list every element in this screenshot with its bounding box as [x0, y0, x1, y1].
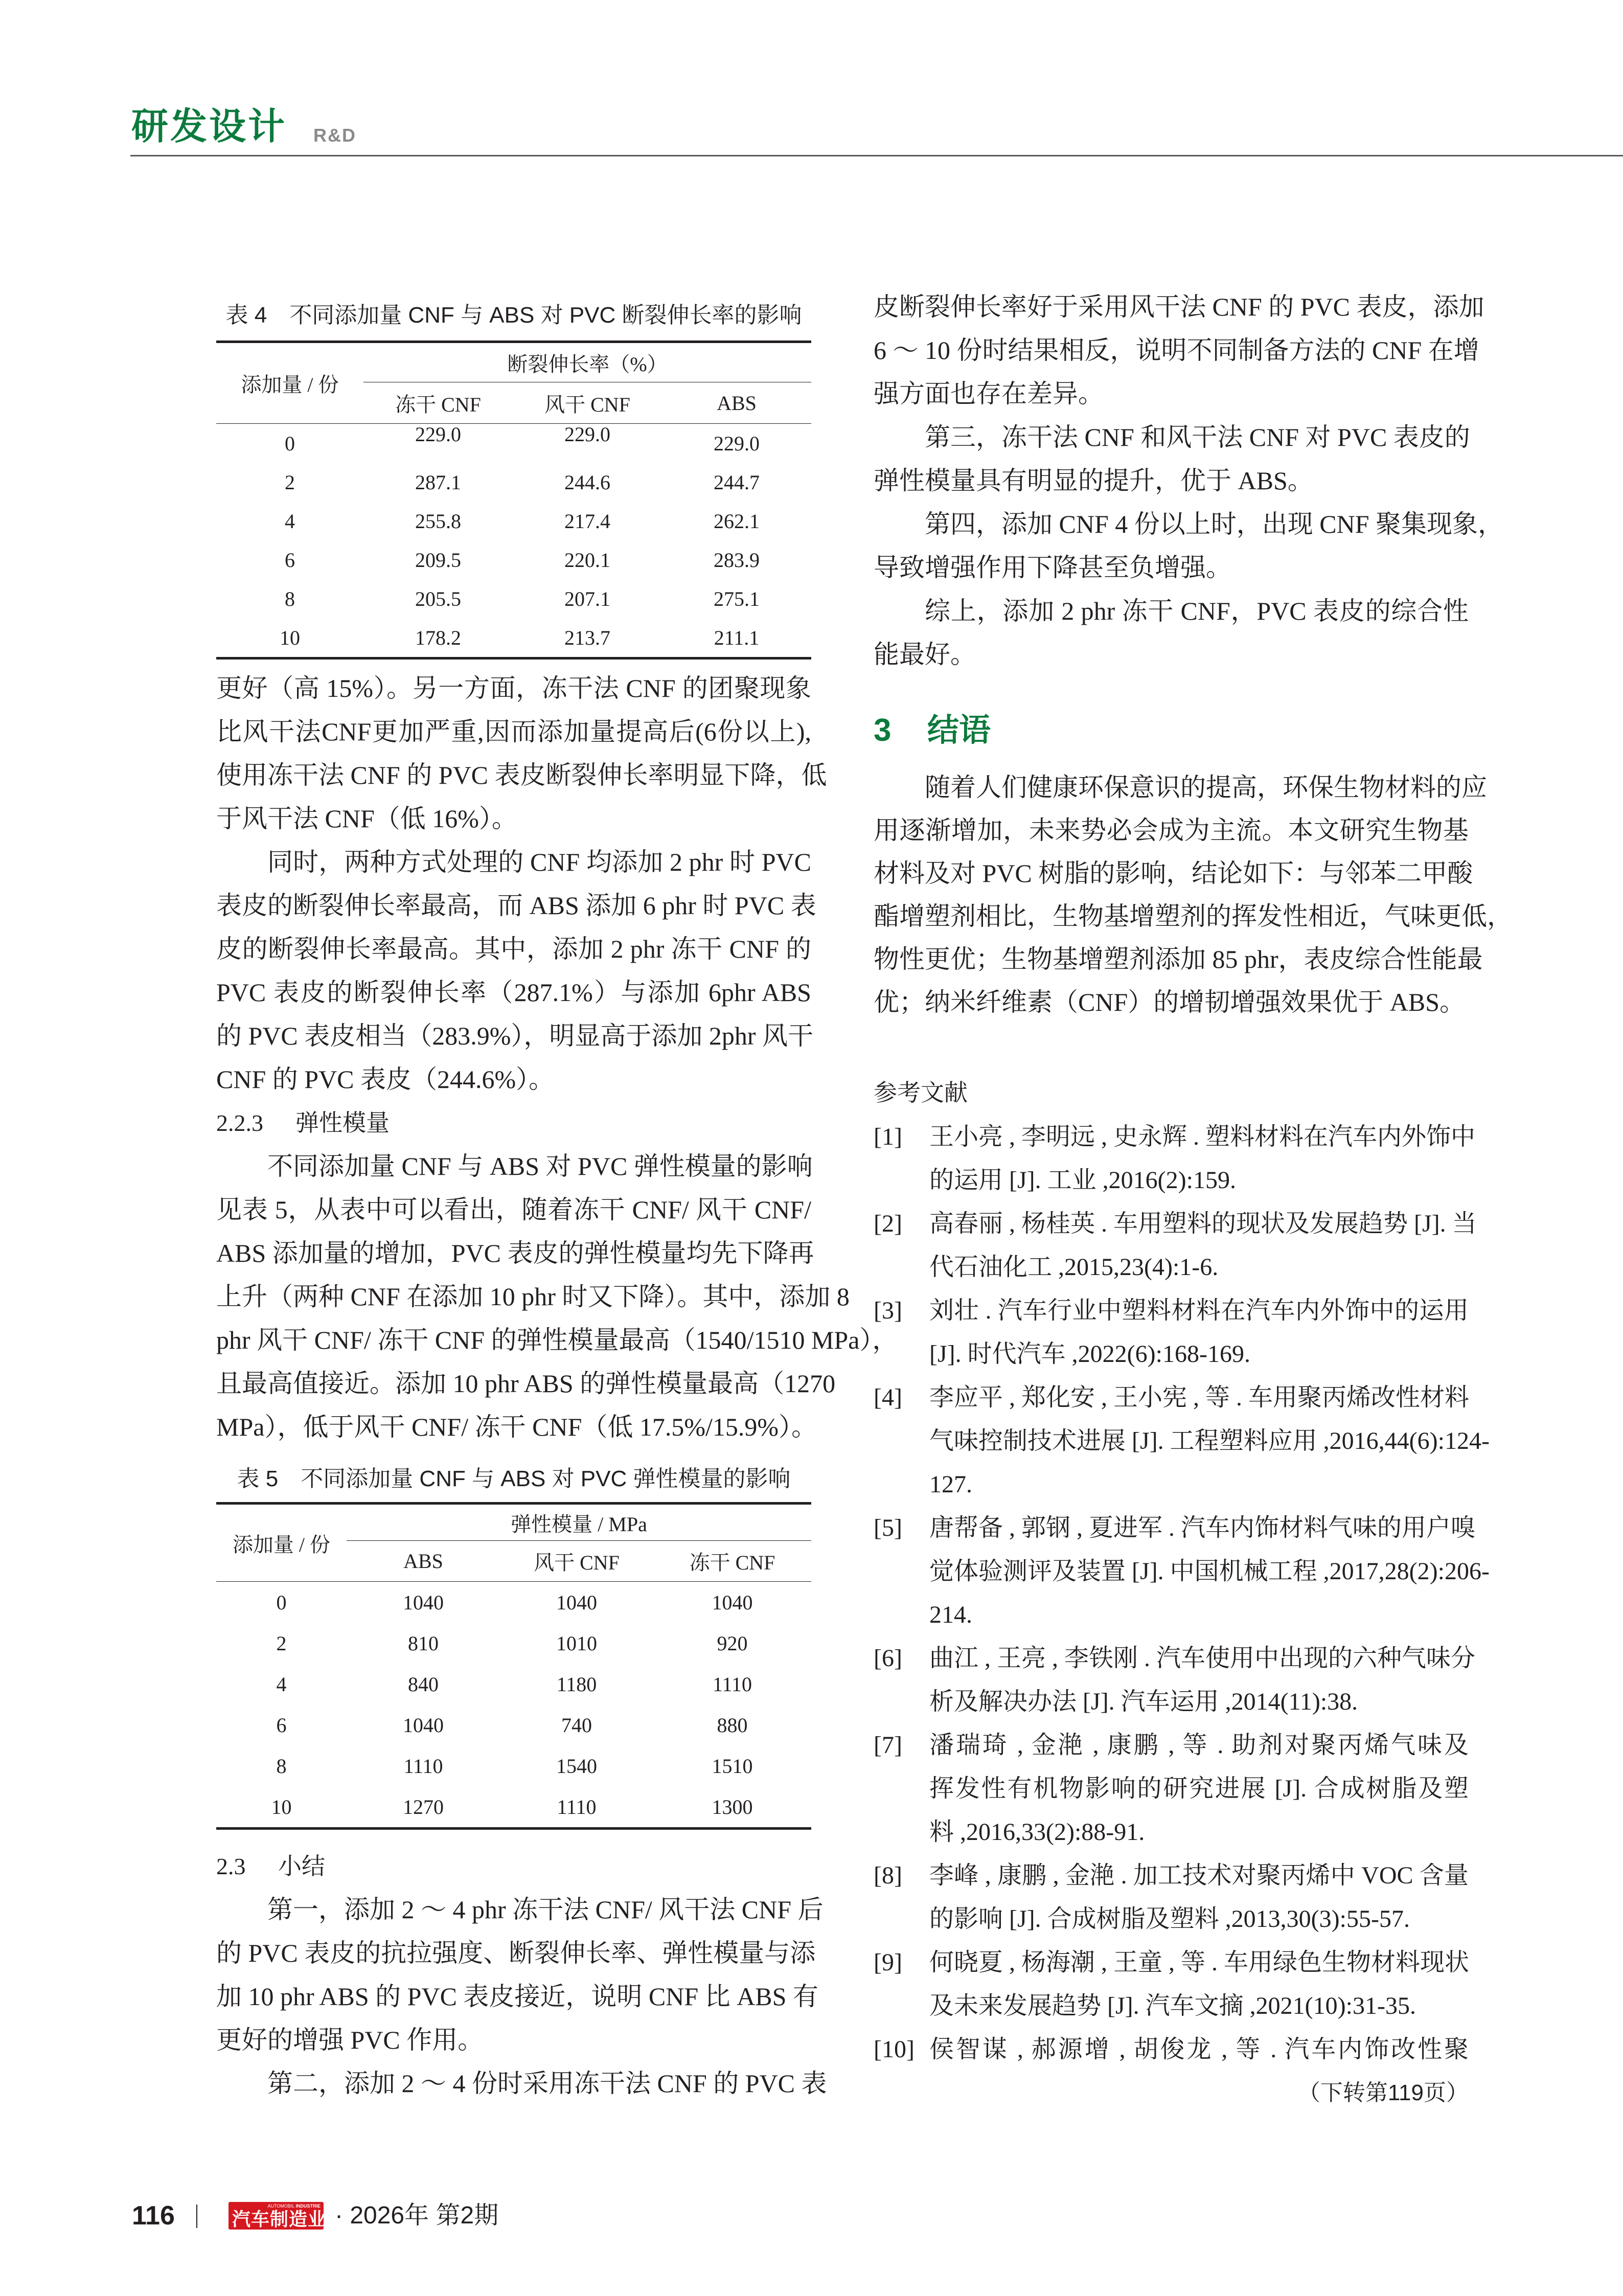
body-text-line: 见表 5，从表中可以看出，随着冻干 CNF/ 风干 CNF/: [216, 1195, 811, 1224]
body-text-line: 皮的断裂伸长率最高。其中，添加 2 phr 冻干 CNF 的: [216, 935, 811, 963]
reference-line: 的运用 [J]. 工业 ,2016(2):159.: [929, 1167, 1236, 1194]
table-4-group-header: 断裂伸长率（%）: [363, 342, 811, 382]
body-text-line: 能最好。: [874, 640, 976, 669]
section-title: 研发设计: [131, 106, 287, 147]
body-text-line: 于风干法 CNF（低 16%）。: [216, 804, 517, 833]
table-5-column-header: 冻干 CNF: [653, 1541, 811, 1582]
table-5-row-header: 添加量 / 份: [216, 1504, 347, 1582]
table-row: [216, 424, 811, 463]
table-row: [216, 1664, 811, 1704]
subsection-number: 2.3: [216, 1853, 246, 1879]
table-cell: 740: [561, 1713, 592, 1737]
table-cell: 178.2: [415, 626, 461, 649]
table-cell-amount: 0: [276, 1590, 287, 1614]
table-4-row-header: 添加量 / 份: [216, 342, 363, 424]
reference-item: [874, 1115, 1476, 1202]
table-cell: 207.1: [564, 587, 610, 610]
subsection-heading-2-3: [216, 1845, 811, 1888]
table-4-column-header: 冻干 CNF: [363, 382, 513, 424]
reference-line: 高春丽 , 杨桂英 . 车用塑料的现状及发展趋势 [J]. 当: [929, 1210, 1477, 1237]
logo-english-bold: INDUSTRIE: [295, 2203, 321, 2209]
body-text-line: MPa），低于风干 CNF/ 冻干 CNF（低 17.5%/15.9%）。: [216, 1413, 817, 1441]
right-text-block-1: [874, 285, 1504, 676]
reference-item: [874, 2028, 1469, 2071]
reference-line: 李峰 , 康鹏 , 金滟 . 加工技术对聚丙烯中 VOC 含量: [929, 1862, 1469, 1889]
body-text-line: 加 10 phr ABS 的 PVC 表皮接近，说明 CNF 比 ABS 有: [216, 1982, 818, 2011]
body-text-line: ABS 添加量的增加，PVC 表皮的弹性模量均先下降再: [216, 1239, 814, 1267]
table-5-grid: [216, 1502, 811, 1830]
continued-note: （下转第119页）: [1297, 2080, 1469, 2105]
table-cell-amount: 4: [276, 1672, 287, 1696]
body-text-line: 同时，两种方式处理的 CNF 均添加 2 phr 时 PVC: [267, 848, 811, 876]
body-text-line: 弹性模量具有明显的提升，优于 ABS。: [874, 466, 1313, 495]
body-text-line: 皮断裂伸长率好于采用风干法 CNF 的 PVC 表皮，添加: [874, 292, 1484, 321]
body-text-line: 不同添加量 CNF 与 ABS 对 PVC 弹性模量的影响: [267, 1152, 813, 1180]
reference-line: 及未来发展趋势 [J]. 汽车文摘 ,2021(10):31-35.: [929, 1992, 1416, 2019]
table-cell: 244.7: [714, 470, 760, 494]
table-cell-value: 229.0: [564, 422, 610, 446]
reference-item: [874, 1289, 1469, 1376]
subsection-heading-2-2-3: [216, 1101, 811, 1145]
table-cell-value: 229.0: [415, 422, 461, 446]
page-number: 116: [132, 2201, 175, 2231]
table-row: [216, 463, 811, 502]
issue-info: · 2026年 第2期: [335, 2202, 499, 2229]
body-text-line: phr 风干 CNF/ 冻干 CNF 的弹性模量最高（1540/1510 MPa），: [216, 1326, 898, 1354]
body-text-line: 用逐渐增加，未来势必会成为主流。本文研究生物基: [874, 816, 1469, 845]
table-cell: 1040: [403, 1590, 444, 1614]
table-row: [216, 1704, 811, 1745]
table-cell: 205.5: [415, 587, 461, 610]
table-cell: 275.1: [714, 587, 760, 610]
reference-line: 王小亮 , 李明远 , 史永辉 . 塑料材料在汽车内外饰中: [929, 1123, 1476, 1150]
section-heading-3: [874, 710, 1469, 751]
table-4-column-header: 风干 CNF: [513, 382, 662, 424]
reference-number: [1]: [874, 1123, 902, 1150]
body-text-line: 使用冻干法 CNF 的 PVC 表皮断裂伸长率明显下降，低: [216, 761, 827, 789]
table-cell: 810: [408, 1631, 439, 1655]
table-row: [216, 1745, 811, 1786]
reference-number: [4]: [874, 1384, 902, 1411]
table-5-column-header: 风干 CNF: [500, 1541, 653, 1582]
table-cell-amount: 10: [271, 1795, 292, 1818]
references-title: 参考文献: [874, 1079, 968, 1106]
subsection-number: 2.2.3: [216, 1110, 263, 1136]
subsection-title: 弹性模量: [295, 1110, 390, 1136]
reference-item: [874, 1376, 1490, 1506]
body-text-line: 物性更优；生物基增塑剂添加 85 phr，表皮综合性能最: [874, 945, 1483, 973]
reference-number: [9]: [874, 1949, 902, 1976]
table-cell: 920: [717, 1631, 748, 1655]
table-cell: 1110: [403, 1754, 443, 1778]
reference-item: [874, 1941, 1469, 2028]
reference-line: 刘壮 . 汽车行业中塑料材料在汽车内外饰中的运用: [929, 1297, 1469, 1324]
body-text-line: 第一，添加 2 ～ 4 phr 冻干法 CNF/ 风干法 CNF 后: [267, 1895, 824, 1924]
reference-line: [J]. 时代汽车 ,2022(6):168-169.: [929, 1340, 1250, 1368]
table-cell: 283.9: [714, 548, 760, 572]
reference-number: [2]: [874, 1210, 902, 1237]
table-4-caption: 表 4 不同添加量 CNF 与 ABS 对 PVC 断裂伸长率的影响: [225, 303, 802, 328]
reference-number: [7]: [874, 1732, 902, 1759]
body-text-line: 的 PVC 表皮的抗拉强度、断裂伸长率、弹性模量与添: [216, 1939, 816, 1967]
table-cell: 213.7: [564, 626, 610, 649]
reference-item: [874, 1636, 1476, 1723]
table-5-caption: 表 5 不同添加量 CNF 与 ABS 对 PVC 弹性模量的影响: [237, 1466, 791, 1491]
reference-line: 潘瑞琦 , 金滟 , 康鹏 , 等 . 助剂对聚丙烯气味及: [929, 1732, 1469, 1759]
reference-item: [874, 1506, 1490, 1636]
table-cell: 220.1: [564, 548, 610, 572]
reference-item: [874, 1723, 1469, 1854]
right-text-block-2: [874, 766, 1513, 1024]
reference-number: [8]: [874, 1862, 902, 1889]
reference-item: [874, 1854, 1469, 1941]
table-cell: 255.8: [415, 509, 461, 533]
table-cell-amount: 6: [276, 1713, 287, 1737]
table-cell: 1110: [712, 1672, 752, 1696]
table-row: [216, 1582, 811, 1623]
body-text-line: 更好（高 15%）。另一方面，冻干法 CNF 的团聚现象: [216, 674, 811, 702]
table-row: [216, 618, 811, 658]
reference-number: [5]: [874, 1514, 902, 1541]
header-divider: [130, 155, 1623, 156]
table-row: [216, 540, 811, 579]
magazine-logo: [228, 2202, 327, 2230]
body-text-line: 导致增强作用下降甚至负增强。: [874, 553, 1231, 582]
references-list: [874, 1115, 1490, 2115]
table-cell: 1180: [556, 1672, 597, 1696]
table-cell: 211.1: [714, 626, 760, 649]
reference-line: 气味控制技术进展 [J]. 工程塑料应用 ,2016,44(6):124-: [929, 1427, 1490, 1454]
table-cell: 1040: [556, 1590, 597, 1614]
table-cell: 1040: [403, 1713, 444, 1737]
table-cell-amount: 6: [285, 548, 295, 572]
table-cell: 1270: [403, 1795, 444, 1818]
table-row: [216, 1623, 811, 1664]
table-5-column-header: ABS: [347, 1541, 500, 1582]
table-cell: 1010: [556, 1631, 597, 1655]
body-text-line: 上升（两种 CNF 在添加 10 phr 时又下降）。其中，添加 8: [216, 1282, 850, 1311]
table-cell: 287.1: [415, 470, 461, 494]
table-row: [216, 1786, 811, 1829]
table-cell-amount: 4: [285, 509, 295, 533]
reference-line: 李应平 , 郑化安 , 王小宪 , 等 . 车用聚丙烯改性材料: [929, 1384, 1470, 1411]
table-cell: 1300: [712, 1795, 753, 1818]
table-cell: 244.6: [564, 470, 610, 494]
table-cell: [513, 424, 662, 463]
reference-number: [3]: [874, 1297, 902, 1324]
table-cell-amount: 2: [285, 470, 295, 494]
table-cell-amount: 10: [280, 626, 300, 649]
reference-line: 的影响 [J]. 合成树脂及塑料 ,2013,30(3):55-57.: [929, 1905, 1410, 1933]
table-5: [216, 1502, 811, 1830]
body-text-line: 材料及对 PVC 树脂的影响，结论如下：与邻苯二甲酸: [874, 859, 1473, 888]
left-text-block-1: [216, 667, 898, 1449]
table-cell: 229.0: [714, 431, 760, 455]
reference-line: 127.: [929, 1471, 972, 1498]
table-cell-amount: 8: [276, 1754, 287, 1778]
section-title: 结语: [927, 713, 991, 748]
body-text-line: 优；纳米纤维素（CNF）的增韧增强效果优于 ABS。: [874, 988, 1466, 1016]
table-cell: 217.4: [564, 509, 610, 533]
body-text-line: PVC 表皮的断裂伸长率（287.1%）与添加 6phr ABS: [216, 978, 811, 1007]
table-cell: 1110: [557, 1795, 597, 1818]
table-cell-amount: 2: [276, 1631, 287, 1655]
table-4-column-header: ABS: [662, 382, 811, 424]
body-text-line: 表皮的断裂伸长率最高，而 ABS 添加 6 phr 时 PVC 表: [216, 891, 816, 920]
left-text-block-2: [216, 1845, 827, 2105]
reference-number: [10]: [874, 2036, 915, 2063]
table-cell: 840: [408, 1672, 439, 1696]
body-text-line: 第二，添加 2 ～ 4 份时采用冻干法 CNF 的 PVC 表: [267, 2069, 827, 2098]
body-text-line: 综上，添加 2 phr 冻干 CNF，PVC 表皮的综合性: [925, 597, 1469, 625]
table-4: [216, 340, 811, 660]
body-text-line: CNF 的 PVC 表皮（244.6%）。: [216, 1065, 555, 1094]
reference-line: 214.: [929, 1601, 972, 1628]
reference-line: 侯智谋 , 郝源增 , 胡俊龙 , 等 . 汽车内饰改性聚: [929, 2036, 1469, 2063]
table-cell: 1510: [712, 1754, 753, 1778]
reference-item: [874, 1202, 1477, 1289]
logo-chinese-text: 汽车制造业: [232, 2209, 327, 2230]
table-5-group-header: 弹性模量 / MPa: [347, 1504, 811, 1541]
reference-line: 析及解决办法 [J]. 汽车运用 ,2014(11):38.: [929, 1688, 1358, 1715]
subsection-title: 小结: [278, 1853, 325, 1879]
table-cell: 262.1: [714, 509, 760, 533]
body-text-line: 比风干法CNF更加严重,因而添加量提高后(6份以上),: [216, 717, 811, 746]
table-4-grid: [216, 340, 811, 660]
section-number: 3: [874, 713, 891, 748]
table-cell: 1540: [556, 1754, 597, 1778]
reference-line: 料 ,2016,33(2):88-91.: [929, 1818, 1145, 1846]
reference-line: 觉体验测评及装置 [J]. 中国机械工程 ,2017,28(2):206-: [929, 1558, 1490, 1585]
body-text-line: 第三，冻干法 CNF 和风干法 CNF 对 PVC 表皮的: [925, 423, 1470, 451]
table-cell: 1040: [712, 1590, 753, 1614]
body-text-line: 的 PVC 表皮相当（283.9%），明显高于添加 2phr 风干: [216, 1021, 814, 1050]
reference-line: 代石油化工 ,2015,23(4):1-6.: [929, 1254, 1219, 1281]
body-text-line: 酯增塑剂相比，生物基增塑剂的挥发性相近，气味更低，: [874, 902, 1513, 930]
table-cell: 209.5: [415, 548, 461, 572]
body-text-line: 6 ～ 10 份时结果相反，说明不同制备方法的 CNF 在增: [874, 336, 1479, 365]
reference-line: 何晓夏 , 杨海潮 , 王童 , 等 . 车用绿色生物材料现状: [929, 1949, 1470, 1976]
body-text-line: 强方面也存在差异。: [874, 379, 1104, 408]
table-cell-amount: 8: [285, 587, 295, 610]
reference-number: [6]: [874, 1645, 902, 1672]
table-cell: [363, 424, 513, 463]
body-text-line: 更好的增强 PVC 作用。: [216, 2026, 484, 2054]
footer-divider: [196, 2204, 197, 2228]
table-row: [216, 502, 811, 540]
reference-line: 唐帮备 , 郭钢 , 夏进军 . 汽车内饰材料气味的用户嗅: [929, 1514, 1476, 1541]
reference-line: 挥发性有机物影响的研究进展 [J]. 合成树脂及塑: [929, 1775, 1469, 1802]
body-text-line: 随着人们健康环保意识的提高，环保生物材料的应: [925, 773, 1487, 802]
logo-english-light: AUTOMOBIL: [267, 2203, 294, 2209]
table-cell: 880: [717, 1713, 748, 1737]
table-row: [216, 579, 811, 618]
body-text-line: 且最高值接近。添加 10 phr ABS 的弹性模量最高（1270: [216, 1369, 836, 1398]
table-cell-amount: 0: [285, 431, 295, 455]
body-text-line: 第四，添加 CNF 4 份以上时，出现 CNF 聚集现象，: [925, 510, 1504, 538]
section-subtitle: R&D: [313, 125, 356, 146]
reference-line: 曲江 , 王亮 , 李铁刚 . 汽车使用中出现的六种气味分: [929, 1645, 1476, 1672]
